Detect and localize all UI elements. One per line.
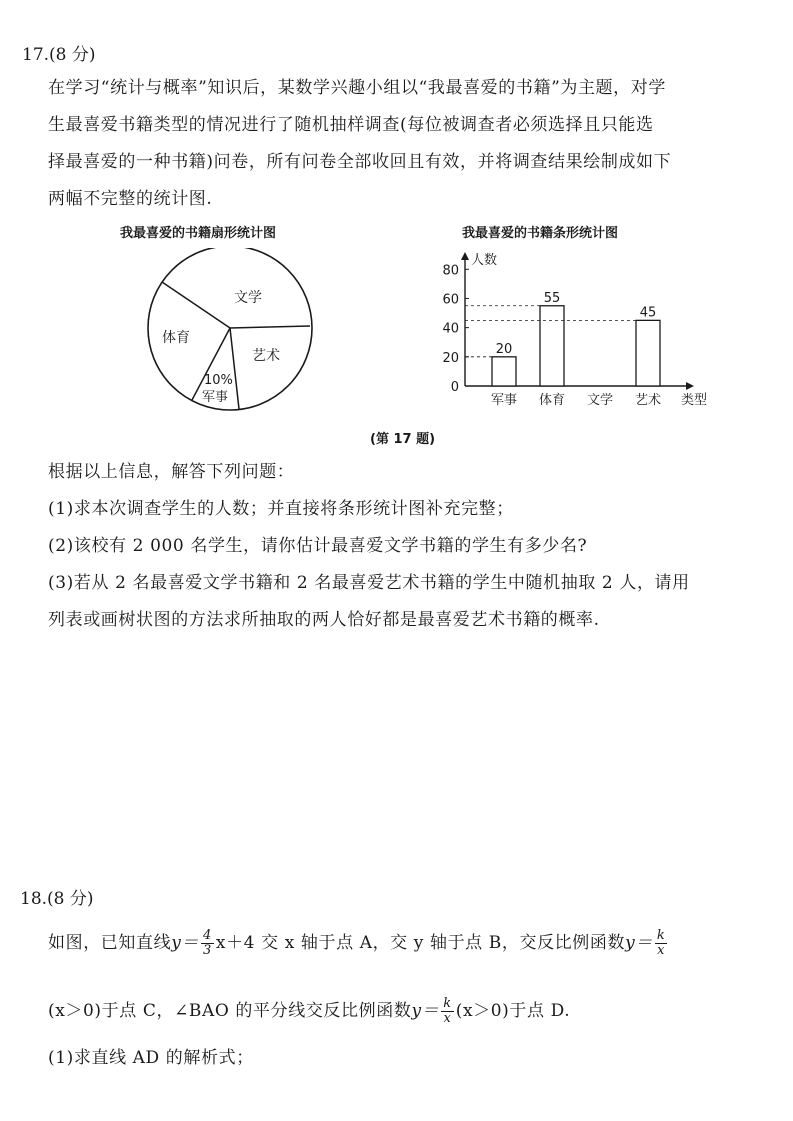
y-tick-label: 0 — [450, 380, 459, 395]
y-tick-label: 80 — [442, 263, 459, 279]
y-tick-label: 20 — [442, 350, 459, 366]
pie-label-tiyu: 体育 — [162, 330, 190, 346]
x-tick-label: 艺术 — [634, 393, 662, 408]
question-17-intro — [48, 70, 778, 218]
figure-caption: (第 17 题) — [370, 432, 436, 447]
subquestion-3: (3)若从 2 名最喜爱文学书籍和 2 名最喜爱艺术书籍的学生中随机抽取 2 人，请用 — [48, 573, 690, 593]
x-axis-arrow — [686, 382, 694, 390]
fraction-denominator: x — [657, 943, 666, 958]
pie-label-yishu: 艺术 — [252, 348, 280, 364]
equation-y: y＝ — [625, 933, 653, 953]
pie-label-junshi: 军事 — [202, 390, 229, 405]
equation-y: y＝ — [411, 1001, 440, 1021]
bar-data-label: 45 — [639, 305, 657, 321]
question-18-line2 — [48, 993, 788, 1030]
x-tick-label: 文学 — [586, 393, 614, 408]
pie-chart-title: 我最喜爱的书籍扇形统计图 — [120, 226, 277, 241]
text-segment: x＋4 交 x 轴于点 A，交 y 轴于点 B，交反比例函数 — [215, 933, 626, 953]
y-axis-label: 人数 — [471, 253, 498, 268]
intro-line: 在学习“统计与概率”知识后，某数学兴趣小组以“我最喜爱的书籍”为主题，对学 — [48, 78, 666, 98]
question-18-line1 — [48, 925, 788, 962]
bar-chart — [420, 244, 720, 414]
y-tick-label: 40 — [442, 321, 459, 337]
fraction-denominator: 3 — [203, 943, 212, 958]
x-axis-label: 类型 — [680, 393, 708, 408]
bar — [540, 306, 564, 386]
text-segment: (x＞0)于点 C，∠BAO 的平分线交反比例函数 — [48, 1001, 412, 1021]
question-17-number: 17.(8 分) — [22, 45, 96, 65]
bar-chart-plot — [442, 252, 707, 408]
intro-line: 择最喜爱的一种书籍)问卷，所有问卷全部收回且有效，并将调查结果绘制成如下 — [48, 152, 672, 172]
pie-divider-yishu-junshi — [230, 328, 239, 409]
question-18-number: 18.(8 分) — [20, 889, 94, 909]
subquestion-3-cont: 列表或画树状图的方法求所抽取的两人恰好都是最喜爱艺术书籍的概率. — [48, 610, 600, 630]
intro-line: 生最喜爱书籍类型的情况进行了随机抽样调查(每位被调查者必须选择且只能选 — [48, 115, 654, 135]
pie-divider-wenxue-yishu — [230, 326, 310, 328]
bar — [636, 320, 660, 386]
bar-chart-title: 我最喜爱的书籍条形统计图 — [462, 226, 619, 241]
x-tick-label: 军事 — [490, 393, 518, 408]
intro-line: 两幅不完整的统计图. — [48, 189, 213, 209]
question-18-subquestion-1: (1)求直线 AD 的解析式； — [48, 1048, 254, 1068]
bar — [492, 357, 516, 386]
question-17-subquestions — [48, 454, 778, 639]
equation-y: y＝ — [171, 933, 200, 953]
subquestion-2: (2)该校有 2 000 名学生，请你估计最喜爱文学书籍的学生有多少名? — [48, 536, 588, 556]
y-tick-label: 60 — [442, 292, 459, 308]
fraction-k-x — [441, 997, 453, 1026]
fraction-k-x — [655, 929, 667, 958]
text-segment: 如图，已知直线 — [48, 933, 172, 953]
subquestion-1: (1)求本次调查学生的人数；并直接将条形统计图补充完整； — [48, 499, 514, 519]
y-axis-arrow — [461, 252, 469, 260]
questions-intro: 根据以上信息，解答下列问题： — [48, 462, 295, 482]
pie-label-wenxue: 文学 — [234, 290, 262, 306]
fraction-numerator: 4 — [203, 928, 212, 943]
pie-divider-wenxue-tiyu — [162, 282, 230, 328]
fraction-numerator: k — [443, 996, 452, 1011]
pie-label-junshi-percent: 10% — [204, 373, 233, 388]
bar-data-label: 20 — [495, 341, 513, 357]
text-segment: (x＞0)于点 D. — [455, 1001, 571, 1021]
fraction-4-3 — [201, 929, 214, 958]
fraction-denominator: x — [443, 1011, 452, 1026]
x-tick-label: 体育 — [538, 393, 566, 408]
pie-chart — [140, 248, 320, 418]
fraction-numerator: k — [656, 928, 666, 943]
bar-data-label: 55 — [543, 290, 561, 306]
